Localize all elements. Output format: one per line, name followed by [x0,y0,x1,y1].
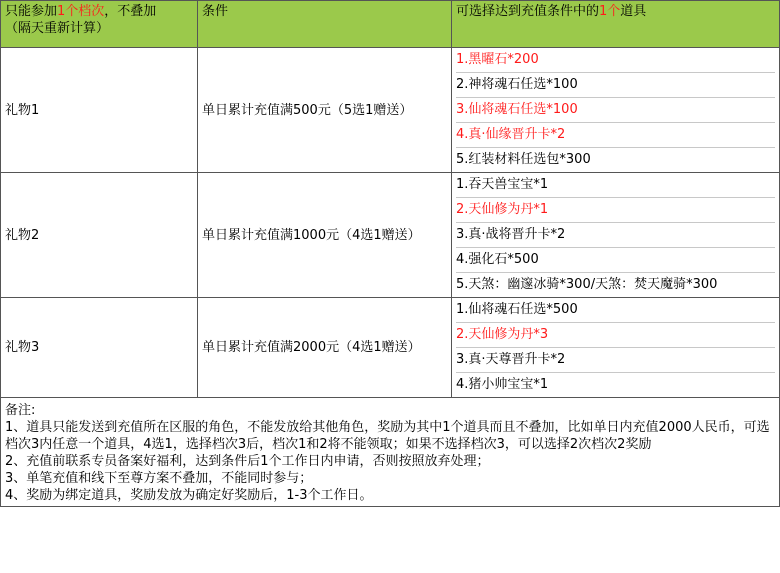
tier-name: 礼物2 [5,227,40,243]
tier-condition: 单日累计充值满2000元（4选1赠送） [202,340,421,355]
tier-items-cell [452,48,780,173]
tier-name: 礼物3 [5,340,40,355]
header-condition-text: 条件 [202,4,229,19]
header-tier-note: （隔天重新计算） [5,21,110,36]
header-tier-text: 只能参加1个档次，不叠加 [5,4,157,19]
reward-item: 3.真·战将晋升卡*2 [456,223,775,248]
reward-item: 4.猪小帅宝宝*1 [456,377,549,392]
tier-name-cell [1,298,198,398]
header-items-highlight: 1个 [599,4,621,19]
tier-condition-cell [198,298,452,398]
reward-item: 3.真·天尊晋升卡*2 [456,348,775,373]
tier-items-cell [452,298,780,398]
note-line-1: 1、道具只能发送到充值所在区服的角色，不能发放给其他角色，奖励为其中1个道具而且不叠加，比如单日内充值2000人民币，可选档次3内任意一个道具，4选1，选择档次3后，档次1和2将不能领取；如果不选择档次3，可以选择2次档次2奖励 [5,420,770,452]
tier-row-1 [1,48,780,173]
reward-item: 1.黑曜石*200 [456,48,775,73]
reward-item: 1.仙将魂石任选*500 [456,298,775,323]
tier-condition: 单日累计充值满500元（5选1赠送） [202,102,413,118]
tier-name: 礼物1 [5,102,40,118]
note-line-4: 4、奖励为绑定道具，奖励发放为确定好奖励后，1-3个工作日。 [5,488,373,503]
note-line-3: 3、单笔充值和线下至尊方案不叠加，不能同时参与； [5,471,313,486]
reward-item: 5.天煞：幽邃冰骑*300/天煞：焚天魔骑*300 [456,277,718,292]
header-condition-cell [198,1,452,48]
tier-items-cell [452,173,780,298]
header-row [1,1,780,48]
reward-item: 2.神将魂石任选*100 [456,73,775,98]
reward-item: 3.仙将魂石任选*100 [456,98,775,123]
notes-title: 备注: [5,403,36,418]
tier-name-cell [1,173,198,298]
tier-row-3 [1,298,780,398]
tier-condition: 单日累计充值满1000元（4选1赠送） [202,227,421,243]
header-items-text: 可选择达到充值条件中的1个道具 [456,4,647,19]
reward-item: 4.强化石*500 [456,248,775,273]
tier-row-2 [1,173,780,298]
reward-item: 5.红装材料任选包*300 [456,152,591,167]
reward-item: 2.天仙修为丹*3 [456,323,775,348]
reward-item: 2.天仙修为丹*1 [456,198,775,223]
header-items-cell [452,1,780,48]
header-tier-highlight: 1个档次 [57,4,105,19]
tier-condition-cell [198,173,452,298]
tier-name-cell [1,48,198,173]
reward-item: 4.真·仙缘晋升卡*2 [456,123,775,148]
note-line-2: 2、充值前联系专员备案好福利，达到条件后1个工作日内申请，否则按照放弃处理； [5,454,490,469]
notes-row [1,398,780,507]
tier-condition-cell [198,48,452,173]
reward-item: 1.吞天兽宝宝*1 [456,173,775,198]
header-tier-cell [1,1,198,48]
notes-cell [1,398,780,507]
